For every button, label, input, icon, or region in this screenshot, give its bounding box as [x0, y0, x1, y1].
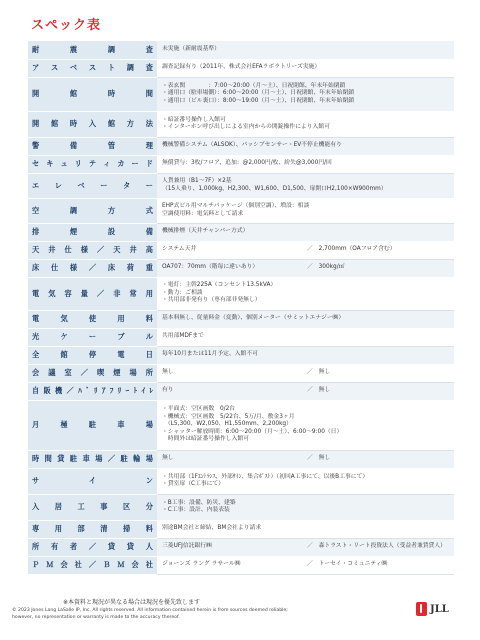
spec-label-cell	[28, 137, 157, 155]
spec-value: ・シャッター解放時間：6:00～20:00（月～土）、6:00～9:00（日）	[162, 428, 343, 435]
spec-value: 毎年10月または11月予定、入館不可	[162, 351, 258, 358]
spec-value-split	[162, 369, 454, 376]
spec-label: 排 煙 設 備	[32, 227, 153, 237]
spec-row	[28, 468, 454, 494]
spec-row	[28, 259, 454, 277]
spec-value-cell	[157, 556, 454, 574]
spec-value: ・共用部（1Fｴﾝﾄﾗﾝｽ、外部ｻｲﾝ、集合ﾎﾟｽﾄ）（初回A工事にて、以後B工事にて）	[162, 473, 369, 480]
spec-value: 無し	[162, 455, 174, 462]
spec-label: 時 間 貸 駐 車 場 ／ 駐 輪 場	[32, 454, 153, 464]
spec-value-cell	[157, 364, 454, 382]
spec-row	[28, 59, 454, 77]
spec-label-cell	[28, 450, 157, 468]
spec-value: ・表玄関 ：7:00～20:00（月～土）、日祝閉館、年末年始閉鎖	[162, 82, 346, 89]
spec-value-secondary: ／ 無し	[307, 387, 331, 394]
spec-label-cell	[28, 223, 157, 241]
spec-label-cell	[28, 538, 157, 556]
spec-label: 自 販 機 ／ ﾊ ﾞ ﾘ ｱ ﾌ ﾘ ｰ ﾄ ｲ ﾚ	[32, 386, 153, 396]
spec-row	[28, 400, 454, 450]
spec-value-secondary: ／ 無し	[307, 369, 331, 376]
spec-value-split	[162, 264, 454, 271]
spec-label: 耐 震 調 査	[32, 45, 153, 55]
spec-label-cell	[28, 198, 157, 223]
jll-logo	[416, 602, 449, 616]
spec-label-cell	[28, 41, 157, 59]
spec-value: ・動力：ご相談	[162, 289, 203, 296]
spec-value: ・暗証番号操作し入館可	[162, 116, 226, 123]
spec-row	[28, 277, 454, 310]
spec-value: ・共用部非発有り（専有部非発無し）	[162, 297, 261, 304]
spec-value: 機械排煙（天井チャンバー方式）	[162, 228, 249, 235]
spec-row	[28, 494, 454, 520]
spec-label: 月 極 駐 車 場	[32, 420, 153, 430]
spec-label-cell	[28, 77, 157, 111]
spec-value-split	[162, 387, 454, 394]
spec-value-cell	[157, 111, 454, 137]
spec-value-cell	[157, 173, 454, 198]
spec-label: エ レ ベ ー タ ー	[32, 180, 153, 190]
spec-label-cell	[28, 494, 157, 520]
spec-value: ・電灯：主幹225A（コンセント13.5kVA）	[162, 282, 277, 289]
spec-label: 全 館 停 電 日	[32, 350, 153, 360]
spec-label-cell	[28, 173, 157, 198]
spec-label-cell	[28, 346, 157, 364]
spec-row	[28, 111, 454, 137]
spec-value: 有り	[162, 387, 174, 394]
spec-row	[28, 241, 454, 259]
spec-value: ・機械式：空区画数 5/22台、5万/月、敷金3ヶ月	[162, 413, 295, 420]
spec-value: ・通用口（駐車場側）：6:00～20:00（月～土）、日祝閉館、年末年始閉鎖	[162, 90, 355, 97]
spec-value: 無償貸与：3枚/フロア、追加：@2,000円/枚、紛失@3,000円/回	[162, 160, 332, 167]
spec-label-cell	[28, 364, 157, 382]
spec-value-cell	[157, 259, 454, 277]
copyright	[12, 608, 412, 621]
spec-label-cell	[28, 111, 157, 137]
spec-label: 光 ケ ー ブ ル	[32, 332, 153, 342]
spec-label: 床 仕 様 ／ 床 荷 重	[32, 263, 153, 273]
spec-label-cell	[28, 241, 157, 259]
spec-value: 未実施（新耐震基準）	[162, 46, 220, 53]
spec-label: セ キ ュ リ テ ィ カ ー ド	[32, 159, 153, 169]
spec-value-cell	[157, 77, 454, 111]
spec-value: ・貸室扉（C工事にて）	[162, 481, 225, 487]
spec-row	[28, 364, 454, 382]
spec-value-cell	[157, 382, 454, 400]
spec-value-split	[162, 543, 454, 550]
spec-row	[28, 520, 454, 538]
spec-value-cell	[157, 450, 454, 468]
spec-value: 時間外は暗証番号操作し入館可	[162, 436, 249, 443]
spec-label: 専 用 部 清 掃 料	[32, 524, 153, 534]
spec-value-split	[162, 561, 454, 568]
spec-value-cell	[157, 59, 454, 77]
spec-label-cell	[28, 382, 157, 400]
spec-value-cell	[157, 198, 454, 223]
spec-value-cell	[157, 328, 454, 346]
jll-logo-text: JLL	[430, 603, 449, 615]
spec-label: 天 井 仕 様 ／ 天 井 高	[32, 245, 153, 255]
spec-value-cell	[157, 346, 454, 364]
spec-label-cell	[28, 328, 157, 346]
spec-label: サ イ ン	[32, 476, 153, 486]
spec-row	[28, 198, 454, 223]
spec-value-cell	[157, 520, 454, 538]
spec-value-secondary: ／ 2,700mm（OAフロア含む）	[307, 246, 396, 253]
spec-value: （15人乗り、1,000kg、H2,300、W1,600、D1,500、扉開口H2,100×W900mm）	[162, 185, 387, 192]
spec-label-cell	[28, 59, 157, 77]
footnote: ※本資料と現況が異なる場合は現況を優先致します	[63, 599, 201, 606]
spec-value: ジョーンズ ラング ラサール㈱	[162, 561, 241, 568]
spec-value-cell	[157, 310, 454, 328]
spec-value-split	[162, 455, 454, 462]
spec-value-cell	[157, 400, 454, 450]
spec-value: 別途BM会社と締結、BM会社より請求	[162, 525, 262, 532]
spec-label: 会 議 室 ／ 喫 煙 場 所	[32, 368, 153, 378]
jll-logo-icon	[416, 602, 427, 616]
spec-row	[28, 450, 454, 468]
spec-label-cell	[28, 556, 157, 574]
spec-label-cell	[28, 155, 157, 173]
spec-value: 人貨兼用（B1～7F）×2基	[162, 178, 232, 185]
spec-label: ア ス ベ ス ト 調 査	[32, 63, 153, 73]
page-title: スペック表	[31, 18, 102, 33]
spec-label-cell	[28, 468, 157, 494]
spec-value-cell	[157, 277, 454, 310]
spec-value-secondary: ／ 無し	[307, 455, 331, 462]
spec-value: 空調使用料：電気料として請求	[162, 210, 244, 217]
spec-value: 三菱UFJ信託銀行㈱	[162, 543, 212, 550]
spec-label: 電 気 容 量 ／ 非 常 用	[32, 288, 153, 298]
spec-value-secondary: ／ 森トラスト・リート投資法人（受益者兼賃貸人）	[307, 543, 446, 550]
spec-label: 所 有 者 ／ 貸 貸 人	[32, 542, 153, 552]
spec-value-cell	[157, 494, 454, 520]
spec-label: 電 気 使 用 料	[32, 314, 153, 324]
spec-label: 開 館 時 間	[32, 89, 153, 99]
spec-row	[28, 382, 454, 400]
spec-row	[28, 41, 454, 59]
spec-value: システム天井	[162, 246, 197, 253]
spec-label: 空 調 方 式	[32, 205, 153, 215]
spec-row	[28, 346, 454, 364]
spec-value: 機械警備システム（ALSOK）、パッシブセンサー・EV不停止機能有り	[162, 142, 342, 149]
spec-value-cell	[157, 155, 454, 173]
spec-label: 入 居 工 事 区 分	[32, 502, 153, 512]
spec-value: ・C工事：設計、内装表装	[162, 507, 230, 513]
spec-row	[28, 223, 454, 241]
spec-label-cell	[28, 310, 157, 328]
spec-value-cell	[157, 41, 454, 59]
spec-row	[28, 328, 454, 346]
spec-row	[28, 77, 454, 111]
spec-value-split	[162, 246, 454, 253]
spec-value-secondary: ／ 300kg/㎡	[307, 264, 345, 271]
spec-row	[28, 137, 454, 155]
copyright-line: however, no representation or warranty is made to the accuracy thereof.	[12, 614, 180, 620]
spec-label-cell	[28, 277, 157, 310]
spec-label-cell	[28, 400, 157, 450]
spec-row	[28, 538, 454, 556]
spec-row	[28, 155, 454, 173]
spec-value: 共用部MDFまで	[162, 333, 204, 340]
spec-table	[28, 41, 454, 575]
spec-row	[28, 310, 454, 328]
spec-value-cell	[157, 223, 454, 241]
spec-value: ・B工事：設備、防災、建築	[162, 499, 236, 506]
spec-value: ・インターホン呼び出しによる室内からの開錠操作により入館可	[162, 124, 330, 130]
spec-value: OA707：70mm（階毎に違いあり）	[162, 264, 259, 271]
spec-value-secondary: ／ トーセイ・コミュニティ㈱	[307, 561, 388, 568]
spec-value-cell	[157, 241, 454, 259]
spec-row	[28, 556, 454, 574]
spec-row	[28, 173, 454, 198]
spec-label: Ｐ Ｍ 会 社 ／ Ｂ Ｍ 会 社	[32, 560, 153, 570]
spec-value: ・通用口（ビル裏口）：8:00～19:00（月～土）、日祝閉館、年末年始閉鎖	[162, 97, 355, 104]
spec-value: ・平面式：空区画数 0/2台	[162, 406, 236, 413]
spec-value-cell	[157, 468, 454, 494]
spec-value: 無し	[162, 369, 174, 376]
spec-value: 調査記録有り（2011年、株式会社EFAラボラトリーズ実施）	[162, 64, 321, 71]
spec-value: EHP式ビル用マルチパッケージ（個別空調）、増設：相談	[162, 203, 310, 210]
copyright-line: © 2023 Jones Lang LaSalle IP, Inc. All rights reserved. All information contained herein is from sources deemed reliable;	[12, 608, 288, 613]
spec-label: 開 館 時 入 館 方 法	[32, 119, 153, 129]
spec-value-cell	[157, 137, 454, 155]
spec-label-cell	[28, 520, 157, 538]
spec-value: （L5,300、W2,050、H1,550mm、2,200kg）	[162, 421, 292, 428]
spec-value-cell	[157, 538, 454, 556]
spec-label-cell	[28, 259, 157, 277]
spec-label: 警 備 管 理	[32, 141, 153, 151]
spec-value: 基本料無し、従量料金（変動）、個別メーター（サミットエナジー㈱）	[162, 315, 345, 322]
